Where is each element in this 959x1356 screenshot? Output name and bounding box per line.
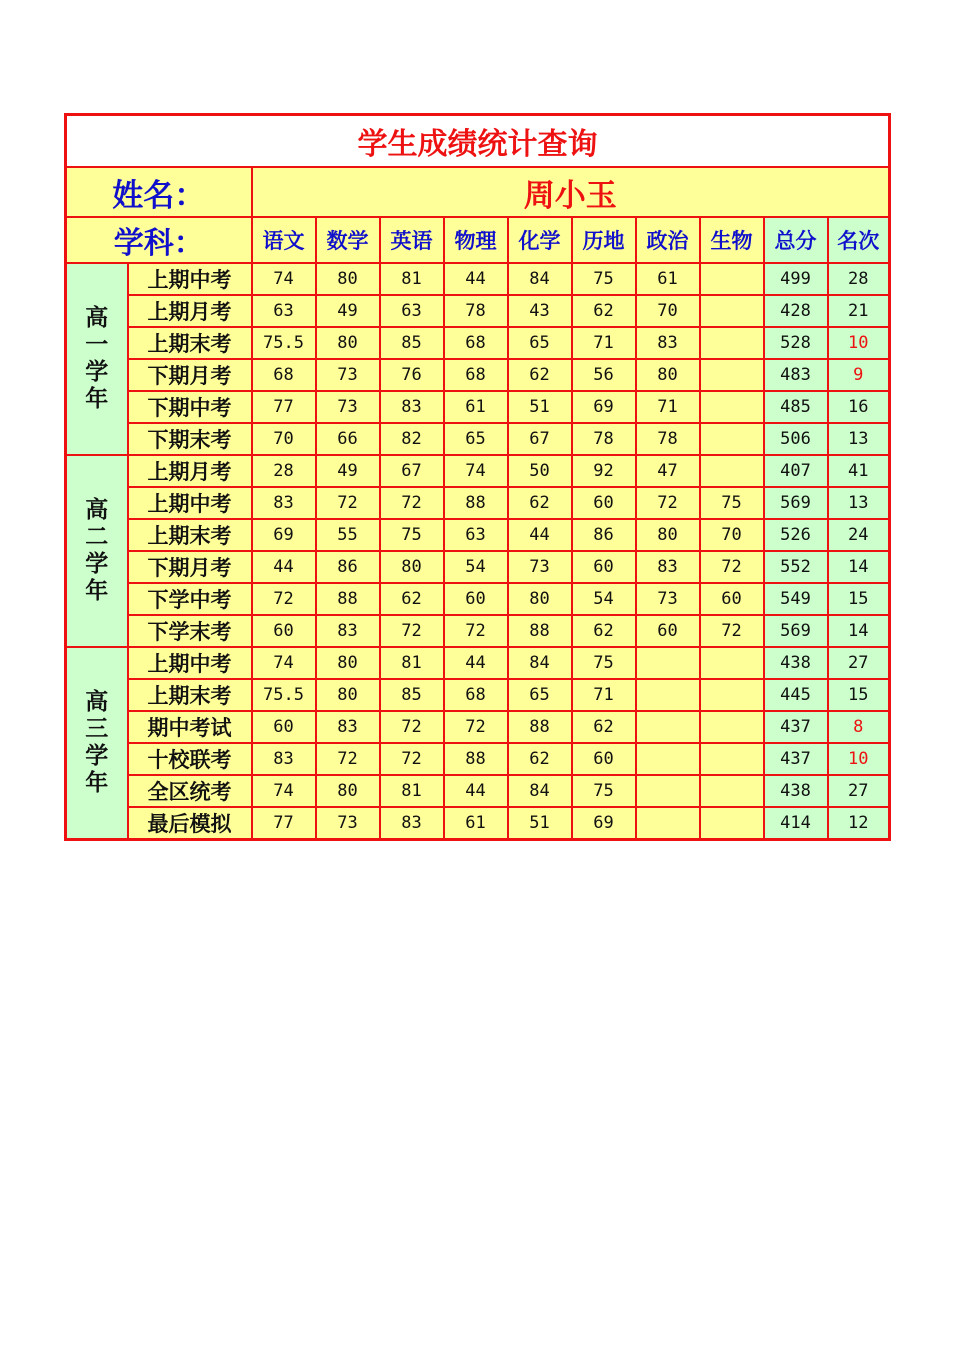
score-cell[interactable]: 72 — [380, 743, 444, 775]
total-score: 483 — [764, 359, 828, 391]
table-row — [66, 807, 890, 840]
score-cell[interactable]: 72 — [636, 487, 700, 519]
score-cell[interactable]: 62 — [572, 295, 636, 327]
subject-header-chemistry: 化学 — [508, 217, 572, 263]
score-cell[interactable]: 78 — [444, 295, 508, 327]
score-cell[interactable]: 44 — [252, 551, 316, 583]
score-cell[interactable] — [636, 743, 700, 775]
score-cell[interactable]: 81 — [380, 775, 444, 807]
score-cell[interactable]: 51 — [508, 391, 572, 423]
exam-name: 上期中考 — [128, 647, 252, 679]
rank-header: 名次 — [828, 217, 890, 263]
exam-name: 上期月考 — [128, 455, 252, 487]
total-score: 437 — [764, 711, 828, 743]
total-score: 438 — [764, 775, 828, 807]
rank-cell: 28 — [828, 263, 890, 295]
score-cell[interactable]: 67 — [380, 455, 444, 487]
score-cell[interactable]: 92 — [572, 455, 636, 487]
exam-name: 下期月考 — [128, 551, 252, 583]
score-cell[interactable] — [700, 647, 764, 679]
exam-name: 上期末考 — [128, 519, 252, 551]
subject-header-english: 英语 — [380, 217, 444, 263]
score-cell[interactable]: 44 — [444, 263, 508, 295]
score-cell[interactable]: 88 — [444, 743, 508, 775]
score-cell[interactable]: 50 — [508, 455, 572, 487]
school-year-char: 年 — [85, 386, 109, 412]
subject-header-chinese: 语文 — [252, 217, 316, 263]
rank-cell: 24 — [828, 519, 890, 551]
score-cell[interactable]: 68 — [444, 359, 508, 391]
score-cell[interactable]: 44 — [508, 519, 572, 551]
table-row — [66, 391, 890, 423]
score-cell[interactable]: 81 — [380, 263, 444, 295]
score-cell[interactable]: 65 — [508, 679, 572, 711]
score-cell[interactable]: 75 — [380, 519, 444, 551]
total-score: 437 — [764, 743, 828, 775]
rank-cell: 14 — [828, 615, 890, 647]
score-cell[interactable]: 75 — [572, 263, 636, 295]
rank-cell: 21 — [828, 295, 890, 327]
total-score: 499 — [764, 263, 828, 295]
rank-cell: 27 — [828, 775, 890, 807]
table-row — [66, 615, 890, 647]
score-cell[interactable]: 54 — [444, 551, 508, 583]
grade-table — [64, 113, 891, 841]
school-year-char: 一 — [85, 332, 109, 358]
score-cell[interactable]: 88 — [508, 711, 572, 743]
score-cell[interactable]: 62 — [508, 743, 572, 775]
score-cell[interactable]: 61 — [444, 391, 508, 423]
score-cell[interactable]: 85 — [380, 327, 444, 359]
exam-name: 下期中考 — [128, 391, 252, 423]
score-cell[interactable]: 47 — [636, 455, 700, 487]
total-score: 528 — [764, 327, 828, 359]
score-cell[interactable]: 80 — [316, 647, 380, 679]
score-cell[interactable] — [700, 679, 764, 711]
exam-name: 上期月考 — [128, 295, 252, 327]
score-cell[interactable]: 69 — [572, 391, 636, 423]
school-year-char: 年 — [85, 770, 109, 796]
total-score: 549 — [764, 583, 828, 615]
table-row — [66, 455, 890, 487]
rank-cell: 10 — [828, 327, 890, 359]
score-cell[interactable]: 83 — [636, 327, 700, 359]
total-score: 445 — [764, 679, 828, 711]
total-header: 总分 — [764, 217, 828, 263]
school-year-char: 二 — [85, 524, 109, 550]
score-cell[interactable]: 61 — [444, 807, 508, 840]
score-cell[interactable]: 75 — [700, 487, 764, 519]
score-cell[interactable]: 65 — [444, 423, 508, 455]
total-score: 485 — [764, 391, 828, 423]
exam-name: 下学中考 — [128, 583, 252, 615]
score-cell[interactable]: 72 — [380, 711, 444, 743]
score-cell[interactable]: 70 — [700, 519, 764, 551]
score-cell[interactable]: 82 — [380, 423, 444, 455]
score-cell[interactable] — [700, 327, 764, 359]
score-cell[interactable]: 83 — [252, 743, 316, 775]
student-name[interactable]: 周小玉 — [252, 167, 890, 217]
score-cell[interactable]: 80 — [380, 551, 444, 583]
score-cell[interactable]: 70 — [252, 423, 316, 455]
score-cell[interactable] — [636, 711, 700, 743]
score-cell[interactable] — [700, 391, 764, 423]
score-cell[interactable]: 65 — [508, 327, 572, 359]
total-score: 552 — [764, 551, 828, 583]
score-cell[interactable]: 72 — [316, 743, 380, 775]
score-cell[interactable]: 77 — [252, 391, 316, 423]
score-cell[interactable]: 83 — [252, 487, 316, 519]
score-cell[interactable]: 80 — [508, 583, 572, 615]
score-cell[interactable]: 49 — [316, 455, 380, 487]
total-score: 526 — [764, 519, 828, 551]
score-cell[interactable] — [636, 647, 700, 679]
score-cell[interactable]: 69 — [572, 807, 636, 840]
score-cell[interactable]: 72 — [380, 487, 444, 519]
score-cell[interactable]: 80 — [636, 359, 700, 391]
score-cell[interactable]: 84 — [508, 775, 572, 807]
score-cell[interactable]: 86 — [572, 519, 636, 551]
rank-cell: 12 — [828, 807, 890, 840]
exam-name: 上期末考 — [128, 327, 252, 359]
score-cell[interactable]: 67 — [508, 423, 572, 455]
score-cell[interactable]: 80 — [316, 263, 380, 295]
score-cell[interactable]: 88 — [316, 583, 380, 615]
score-cell[interactable]: 81 — [380, 647, 444, 679]
score-cell[interactable]: 61 — [636, 263, 700, 295]
score-cell[interactable]: 72 — [444, 615, 508, 647]
rank-cell: 27 — [828, 647, 890, 679]
exam-name: 下期末考 — [128, 423, 252, 455]
score-cell[interactable]: 62 — [380, 583, 444, 615]
score-cell[interactable] — [700, 711, 764, 743]
score-cell[interactable]: 73 — [316, 359, 380, 391]
score-cell[interactable]: 85 — [380, 679, 444, 711]
rank-cell: 13 — [828, 423, 890, 455]
table-row — [66, 359, 890, 391]
score-cell[interactable]: 72 — [380, 615, 444, 647]
subject-header-math: 数学 — [316, 217, 380, 263]
score-cell[interactable]: 63 — [444, 519, 508, 551]
school-year-char: 学 — [85, 551, 109, 577]
total-score: 569 — [764, 487, 828, 519]
rank-cell: 13 — [828, 487, 890, 519]
score-cell[interactable]: 88 — [508, 615, 572, 647]
score-cell[interactable]: 76 — [380, 359, 444, 391]
score-cell[interactable] — [636, 807, 700, 840]
total-score: 428 — [764, 295, 828, 327]
score-cell[interactable]: 80 — [316, 327, 380, 359]
score-cell[interactable]: 60 — [572, 551, 636, 583]
score-cell[interactable] — [700, 455, 764, 487]
score-cell[interactable]: 68 — [252, 359, 316, 391]
total-score: 407 — [764, 455, 828, 487]
score-cell[interactable]: 69 — [252, 519, 316, 551]
score-cell[interactable]: 60 — [444, 583, 508, 615]
table-row — [66, 647, 890, 679]
score-cell[interactable]: 73 — [316, 807, 380, 840]
score-cell[interactable]: 84 — [508, 263, 572, 295]
score-cell[interactable] — [700, 743, 764, 775]
total-score: 414 — [764, 807, 828, 840]
rank-cell: 10 — [828, 743, 890, 775]
score-cell[interactable]: 72 — [700, 551, 764, 583]
score-cell[interactable]: 43 — [508, 295, 572, 327]
score-cell[interactable]: 71 — [636, 391, 700, 423]
score-cell[interactable]: 74 — [252, 775, 316, 807]
score-cell[interactable]: 88 — [444, 487, 508, 519]
score-cell[interactable]: 83 — [380, 391, 444, 423]
school-year-label — [66, 263, 128, 455]
score-cell[interactable]: 71 — [572, 679, 636, 711]
table-row — [66, 775, 890, 807]
score-cell[interactable]: 80 — [316, 775, 380, 807]
score-cell[interactable]: 71 — [572, 327, 636, 359]
score-cell[interactable]: 86 — [316, 551, 380, 583]
table-row — [66, 743, 890, 775]
score-cell[interactable]: 63 — [252, 295, 316, 327]
score-cell[interactable]: 63 — [380, 295, 444, 327]
score-cell[interactable] — [700, 423, 764, 455]
table-row — [66, 423, 890, 455]
score-cell[interactable]: 62 — [572, 615, 636, 647]
subject-header-politics: 政治 — [636, 217, 700, 263]
score-cell[interactable]: 70 — [636, 295, 700, 327]
school-year-char: 高 — [85, 689, 109, 715]
score-cell[interactable]: 83 — [316, 711, 380, 743]
name-label: 姓名： — [66, 167, 252, 217]
school-year-char: 年 — [85, 578, 109, 604]
rank-cell: 15 — [828, 583, 890, 615]
score-cell[interactable]: 83 — [636, 551, 700, 583]
score-cell[interactable]: 68 — [444, 327, 508, 359]
rank-cell: 8 — [828, 711, 890, 743]
school-year-char: 高 — [85, 497, 109, 523]
score-cell[interactable]: 68 — [444, 679, 508, 711]
table-row — [66, 551, 890, 583]
table-row — [66, 263, 890, 295]
score-cell[interactable] — [700, 295, 764, 327]
rank-cell: 15 — [828, 679, 890, 711]
total-score: 506 — [764, 423, 828, 455]
score-cell[interactable]: 73 — [316, 391, 380, 423]
school-year-char: 高 — [85, 305, 109, 331]
score-cell[interactable]: 73 — [508, 551, 572, 583]
exam-name: 下期月考 — [128, 359, 252, 391]
score-cell[interactable]: 44 — [444, 775, 508, 807]
subject-header-physics: 物理 — [444, 217, 508, 263]
score-cell[interactable]: 72 — [316, 487, 380, 519]
score-cell[interactable] — [700, 359, 764, 391]
exam-name: 上期末考 — [128, 679, 252, 711]
score-cell[interactable]: 83 — [316, 615, 380, 647]
table-row — [66, 327, 890, 359]
table-row — [66, 519, 890, 551]
total-score: 438 — [764, 647, 828, 679]
exam-name: 全区统考 — [128, 775, 252, 807]
score-cell[interactable]: 60 — [252, 615, 316, 647]
score-cell[interactable]: 75.5 — [252, 327, 316, 359]
score-cell[interactable]: 44 — [444, 647, 508, 679]
score-cell[interactable]: 56 — [572, 359, 636, 391]
school-year-char: 学 — [85, 743, 109, 769]
score-cell[interactable]: 80 — [636, 519, 700, 551]
score-cell[interactable]: 77 — [252, 807, 316, 840]
score-cell[interactable] — [636, 679, 700, 711]
score-cell[interactable]: 62 — [508, 359, 572, 391]
score-cell[interactable]: 62 — [572, 711, 636, 743]
score-cell[interactable]: 75.5 — [252, 679, 316, 711]
score-cell[interactable]: 60 — [700, 583, 764, 615]
score-cell[interactable] — [700, 263, 764, 295]
score-cell[interactable]: 74 — [252, 647, 316, 679]
exam-name: 十校联考 — [128, 743, 252, 775]
score-cell[interactable]: 72 — [700, 615, 764, 647]
school-year-char: 三 — [85, 716, 109, 742]
subject-header-history-geography: 历地 — [572, 217, 636, 263]
table-row — [66, 583, 890, 615]
sheet-title: 学生成绩统计查询 — [66, 115, 890, 168]
score-cell[interactable]: 51 — [508, 807, 572, 840]
score-cell[interactable]: 54 — [572, 583, 636, 615]
school-year-label — [66, 455, 128, 647]
score-cell[interactable]: 66 — [316, 423, 380, 455]
score-cell[interactable] — [700, 775, 764, 807]
score-cell[interactable]: 28 — [252, 455, 316, 487]
school-year-char: 学 — [85, 359, 109, 385]
score-cell[interactable]: 72 — [444, 711, 508, 743]
score-cell[interactable]: 74 — [444, 455, 508, 487]
exam-name: 下学末考 — [128, 615, 252, 647]
rank-cell: 41 — [828, 455, 890, 487]
score-cell[interactable]: 60 — [252, 711, 316, 743]
score-cell[interactable]: 75 — [572, 775, 636, 807]
score-cell[interactable]: 74 — [252, 263, 316, 295]
score-cell[interactable]: 73 — [636, 583, 700, 615]
score-cell[interactable] — [636, 775, 700, 807]
score-cell[interactable]: 55 — [316, 519, 380, 551]
total-score: 569 — [764, 615, 828, 647]
exam-name: 上期中考 — [128, 487, 252, 519]
score-cell[interactable]: 60 — [572, 743, 636, 775]
school-year-label — [66, 647, 128, 840]
exam-name: 期中考试 — [128, 711, 252, 743]
score-cell[interactable]: 62 — [508, 487, 572, 519]
score-cell[interactable]: 60 — [572, 487, 636, 519]
score-cell[interactable]: 80 — [316, 679, 380, 711]
subject-label: 学科： — [66, 217, 252, 263]
score-cell[interactable]: 78 — [572, 423, 636, 455]
table-row — [66, 295, 890, 327]
rank-cell: 16 — [828, 391, 890, 423]
score-cell[interactable] — [700, 807, 764, 840]
rank-cell: 14 — [828, 551, 890, 583]
score-cell[interactable]: 84 — [508, 647, 572, 679]
subject-header-biology: 生物 — [700, 217, 764, 263]
score-cell[interactable]: 75 — [572, 647, 636, 679]
score-cell[interactable]: 83 — [380, 807, 444, 840]
score-cell[interactable]: 60 — [636, 615, 700, 647]
score-cell[interactable]: 49 — [316, 295, 380, 327]
score-cell[interactable]: 78 — [636, 423, 700, 455]
table-row — [66, 487, 890, 519]
exam-name: 上期中考 — [128, 263, 252, 295]
exam-name: 最后模拟 — [128, 807, 252, 840]
score-cell[interactable]: 72 — [252, 583, 316, 615]
table-row — [66, 679, 890, 711]
rank-cell: 9 — [828, 359, 890, 391]
table-row — [66, 711, 890, 743]
